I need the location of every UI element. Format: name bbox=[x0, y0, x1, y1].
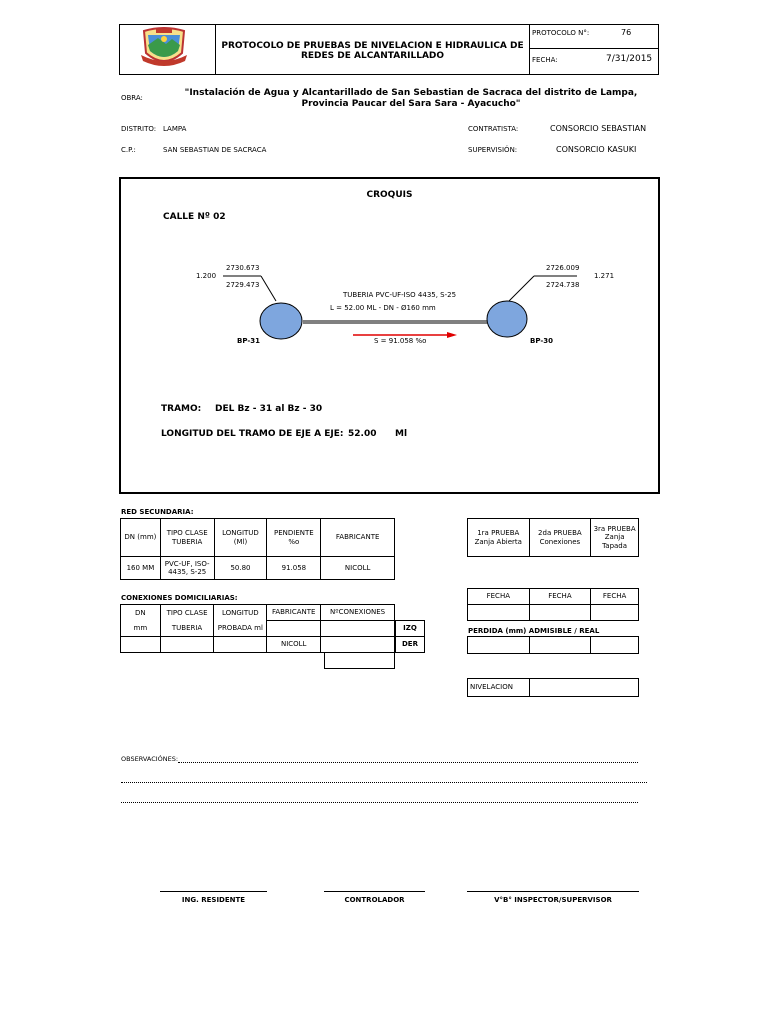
inspector-label: V°B° INSPECTOR/SUPERVISOR bbox=[494, 896, 612, 904]
obra-label: OBRA: bbox=[121, 94, 143, 102]
fecha-1-header: FECHA bbox=[468, 589, 530, 605]
prueba-3-header: 3ra PRUEBA Zanja Tapada bbox=[591, 519, 639, 557]
nivelacion-value[interactable] bbox=[529, 679, 638, 697]
nivelacion-table bbox=[467, 678, 639, 697]
conex-header-nconexiones: NºCONEXIONES bbox=[321, 605, 395, 621]
distrito-value: LAMPA bbox=[163, 125, 187, 133]
red-header-pendiente: PENDIENTE %o bbox=[267, 519, 321, 557]
fecha-2-value[interactable] bbox=[529, 605, 591, 621]
conex-cell-dn[interactable] bbox=[121, 637, 161, 653]
inspector-signature-line bbox=[467, 891, 639, 892]
conexiones-table bbox=[120, 604, 395, 653]
perdida-label: PERDIDA (mm) ADMISIBLE / REAL bbox=[468, 627, 600, 635]
croquis-drawing bbox=[119, 177, 660, 494]
left-node-label: BP-31 bbox=[237, 337, 260, 345]
pipe-label: TUBERIA PVC-UF-ISO 4435, S-25 bbox=[343, 291, 457, 299]
tramo-label: TRAMO: bbox=[161, 404, 202, 414]
right-depth: 1.271 bbox=[594, 272, 615, 280]
fecha-3-value[interactable] bbox=[591, 605, 639, 621]
fecha-3-header: FECHA bbox=[591, 589, 639, 605]
residente-label: ING. RESIDENTE bbox=[181, 896, 246, 904]
distrito-label: DISTRITO: bbox=[121, 125, 157, 133]
left-manhole-node bbox=[260, 303, 302, 339]
conex-cell-longitud[interactable] bbox=[214, 637, 267, 653]
conex-header-fabricante: FABRICANTE bbox=[267, 605, 321, 621]
left-top-elevation: 2730.673 bbox=[226, 264, 260, 272]
observaciones-label: OBSERVACIÓNES: bbox=[121, 755, 179, 763]
controlador-signature-line bbox=[324, 891, 425, 892]
contratista-label: CONTRATISTA: bbox=[468, 125, 519, 133]
obra-value: "Instalación de Agua y Alcantarillado de San Sebastian de Sacraca del distrito de Lampa, Provincia Paucar del Sara Sara - Ayacucho" bbox=[184, 88, 638, 109]
red-cell-tipo: PVC-UF, ISO-4435, S-25 bbox=[160, 557, 214, 580]
header-divider-right bbox=[529, 24, 530, 75]
conex-cell-tipo[interactable] bbox=[160, 637, 214, 653]
right-node-label: BP-30 bbox=[530, 337, 553, 345]
header-divider-mid bbox=[529, 48, 659, 49]
fecha-2-header: FECHA bbox=[529, 589, 591, 605]
longitud-value: 52.00 bbox=[348, 429, 377, 439]
longitud-label: LONGITUD DEL TRAMO DE EJE A EJE: bbox=[161, 429, 344, 439]
perdida-table bbox=[467, 636, 639, 654]
pruebas-table bbox=[467, 518, 639, 557]
izq-label: IZQ bbox=[396, 621, 425, 637]
slope-label: S = 91.058 %o bbox=[374, 337, 427, 345]
conexiones-extra-table bbox=[324, 652, 395, 669]
observaciones-line-1[interactable] bbox=[178, 762, 638, 763]
observaciones-line-2[interactable] bbox=[121, 782, 647, 783]
conex-cell-empty-2[interactable] bbox=[321, 621, 395, 637]
document-title: PROTOCOLO DE PRUEBAS DE NIVELACION E HIDRAULICA DE REDES DE ALCANTARILLADO bbox=[221, 41, 524, 61]
fecha-value: 7/31/2015 bbox=[606, 54, 653, 64]
left-drop-line bbox=[261, 276, 276, 301]
conex-header-longitud: LONGITUD bbox=[214, 605, 267, 621]
longitud-unit: Ml bbox=[395, 429, 408, 439]
red-secundaria-table bbox=[120, 518, 395, 580]
left-bottom-elevation: 2729.473 bbox=[226, 281, 260, 289]
red-header-longitud: LONGITUD (Ml) bbox=[214, 519, 267, 557]
municipal-shield-logo bbox=[138, 27, 190, 71]
nivelacion-label: NIVELACION bbox=[468, 679, 530, 697]
perdida-cell-2[interactable] bbox=[529, 637, 591, 654]
croquis-title: CROQUIS bbox=[366, 190, 413, 200]
conex-sub-probada: PROBADA ml bbox=[214, 621, 267, 637]
conex-cell-izq-value[interactable] bbox=[321, 637, 395, 653]
fecha-1-value[interactable] bbox=[468, 605, 530, 621]
red-secundaria-title: RED SECUNDARIA: bbox=[121, 508, 194, 516]
conex-header-tipo: TIPO CLASE bbox=[160, 605, 214, 621]
red-cell-dn: 160 MM bbox=[121, 557, 161, 580]
conexiones-title: CONEXIONES DOMICILIARIAS: bbox=[121, 594, 238, 602]
conex-cell-empty-1[interactable] bbox=[267, 621, 321, 637]
fechas-table bbox=[467, 588, 639, 621]
conex-cell-der-value[interactable] bbox=[325, 653, 395, 669]
conex-header-dn: DN bbox=[121, 605, 161, 621]
controlador-label: CONTROLADOR bbox=[344, 896, 405, 904]
red-header-tipo: TIPO CLASE TUBERIA bbox=[160, 519, 214, 557]
conex-sub-tuberia: TUBERIA bbox=[160, 621, 214, 637]
red-cell-pendiente: 91.058 bbox=[267, 557, 321, 580]
conex-sub-mm: mm bbox=[121, 621, 161, 637]
protocolo-value: 76 bbox=[621, 28, 632, 37]
left-depth: 1.200 bbox=[196, 272, 217, 280]
protocolo-label: PROTOCOLO N°: bbox=[532, 29, 590, 37]
slope-arrow-head bbox=[447, 332, 457, 338]
red-cell-longitud: 50.80 bbox=[214, 557, 267, 580]
right-top-elevation: 2726.009 bbox=[546, 264, 580, 272]
residente-signature-line bbox=[160, 891, 267, 892]
calle-label: CALLE Nº 02 bbox=[163, 212, 226, 222]
red-header-fabricante: FABRICANTE bbox=[321, 519, 395, 557]
supervision-label: SUPERVISIÓN: bbox=[468, 146, 518, 154]
perdida-cell-3[interactable] bbox=[591, 637, 639, 654]
red-cell-fabricante: NICOLL bbox=[321, 557, 395, 580]
right-manhole-node bbox=[487, 301, 527, 337]
conex-cell-fabricante: NICOLL bbox=[267, 637, 321, 653]
der-label: DER bbox=[396, 637, 425, 653]
fecha-label: FECHA: bbox=[532, 56, 558, 64]
perdida-cell-1[interactable] bbox=[468, 637, 530, 654]
cp-value: SAN SEBASTIAN DE SACRACA bbox=[163, 146, 267, 154]
prueba-1-header: 1ra PRUEBA Zanja Abierta bbox=[468, 519, 530, 557]
izq-der-table bbox=[395, 620, 425, 653]
observaciones-line-3[interactable] bbox=[121, 802, 638, 803]
cp-label: C.P.: bbox=[121, 146, 136, 154]
prueba-2-header: 2da PRUEBA Conexiones bbox=[529, 519, 591, 557]
length-label: L = 52.00 ML - DN - Ø160 mm bbox=[330, 304, 436, 312]
red-header-dn: DN (mm) bbox=[121, 519, 161, 557]
tramo-value: DEL Bz - 31 al Bz - 30 bbox=[215, 404, 323, 414]
supervision-value: CONSORCIO KASUKI bbox=[556, 145, 637, 154]
contratista-value: CONSORCIO SEBASTIAN bbox=[550, 124, 647, 133]
right-drop-line bbox=[509, 276, 534, 301]
right-bottom-elevation: 2724.738 bbox=[546, 281, 580, 289]
